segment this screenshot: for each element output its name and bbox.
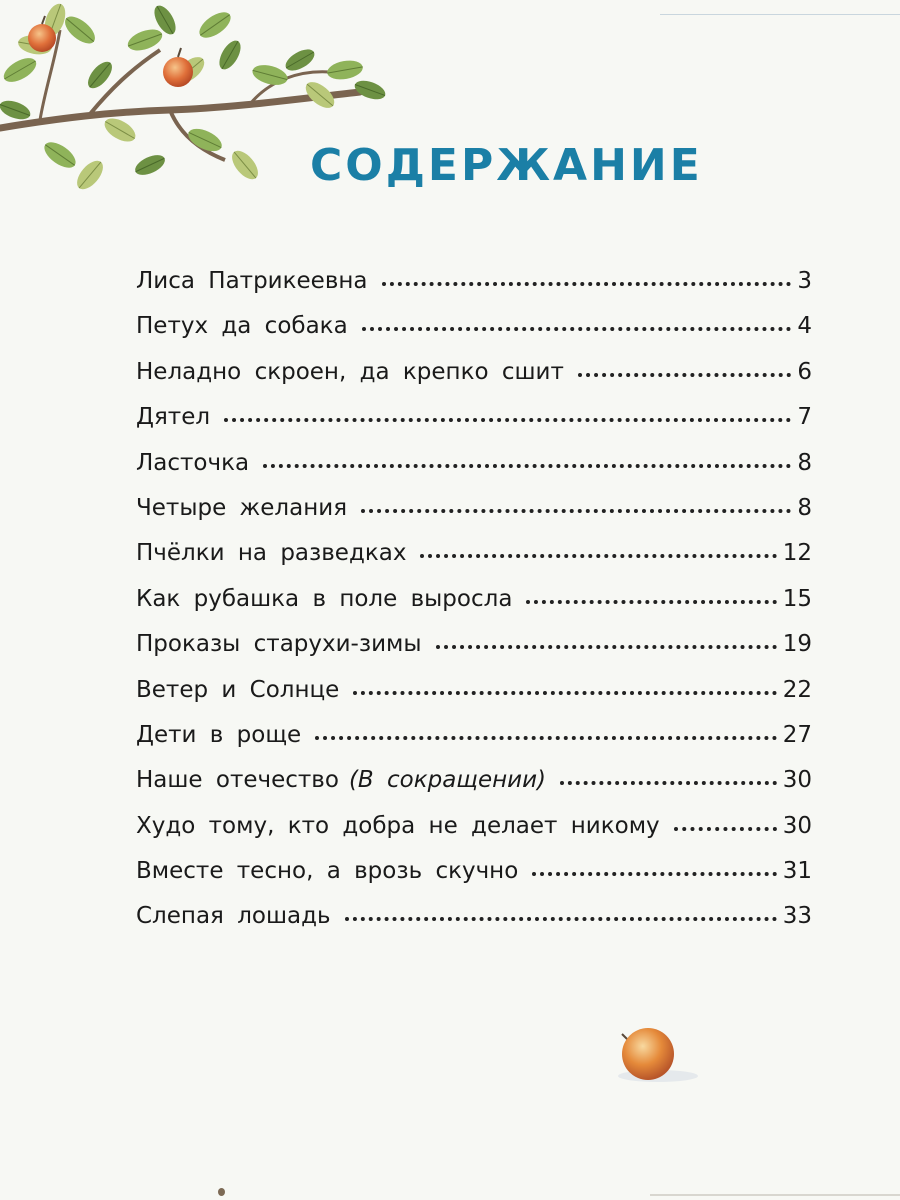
toc-entry-page-number: 4 [797, 313, 812, 340]
apple-illustration [600, 1020, 710, 1100]
toc-entry-title: Наше отечество [136, 767, 339, 794]
toc-entry-title: Дятел [136, 404, 211, 431]
toc-entry-page-number: 8 [797, 449, 812, 476]
toc-entry [136, 495, 812, 540]
toc-entry-title: Пчёлки на разведках [136, 540, 407, 567]
toc-entry-title: Как рубашка в поле выросла [136, 585, 513, 612]
toc-entry-page-number: 30 [782, 767, 812, 794]
toc-entry-title: Четыре желания [136, 494, 348, 521]
toc-entry [136, 677, 812, 722]
toc-entry-title: Вместе тесно, а врозь скучно [136, 858, 519, 885]
dot-leader [224, 418, 791, 422]
toc-entry-page-number: 3 [797, 268, 812, 294]
dot-leader [263, 464, 791, 468]
toc-entry-page-number: 7 [797, 404, 812, 431]
dot-leader [420, 554, 776, 558]
dot-leader [361, 509, 791, 513]
toc-entry-title: Проказы старухи-зимы [136, 631, 422, 658]
toc-entry-page-number: 12 [782, 540, 812, 567]
toc-entry-page-number: 31 [782, 858, 812, 885]
toc-entry-page-number: 8 [797, 494, 812, 521]
toc-entry [136, 858, 812, 903]
top-edge-line [660, 14, 900, 15]
toc-list [136, 268, 812, 949]
dot-leader [382, 282, 792, 286]
toc-entry-title: Ласточка [136, 449, 250, 476]
toc-entry-page-number: 22 [782, 676, 812, 703]
toc-entry [136, 540, 812, 585]
toc-entry [136, 404, 812, 449]
dot-leader [560, 781, 777, 785]
toc-entry-title: Дети в роще [136, 721, 302, 748]
toc-entry-page-number: 30 [782, 812, 812, 839]
dot-leader [526, 600, 776, 604]
toc-entry [136, 268, 812, 313]
toc-entry-title: Худо тому, кто добра не делает никому [136, 812, 660, 839]
toc-entry-title: Лиса Патрикеевна [136, 268, 368, 294]
toc-entry-title: Петух да собака [136, 313, 348, 340]
dot-leader [362, 327, 792, 331]
toc-entry [136, 903, 812, 948]
toc-entry [136, 631, 812, 676]
page-title: СОДЕРЖАНИЕ [310, 140, 703, 191]
toc-entry [136, 722, 812, 767]
bottom-edge-line [650, 1194, 900, 1196]
toc-entry [136, 813, 812, 858]
toc-entry-note: (В сокращении) [348, 767, 547, 794]
toc-entry-page-number: 19 [782, 631, 812, 658]
print-speck [218, 1188, 225, 1196]
toc-entry-page-number: 27 [782, 721, 812, 748]
toc-entry-page-number: 15 [782, 585, 812, 612]
dot-leader [353, 691, 776, 695]
toc-entry [136, 359, 812, 404]
toc-entry [136, 586, 812, 631]
toc-entry [136, 313, 812, 358]
toc-entry-title: Ветер и Солнце [136, 676, 340, 703]
dot-leader [436, 645, 777, 649]
toc-entry-title: Неладно скроен, да крепко сшит [136, 358, 564, 385]
toc-entry [136, 450, 812, 495]
toc-entry-page-number: 33 [782, 903, 812, 930]
toc-entry-page-number: 6 [797, 358, 812, 385]
toc-entry-title: Слепая лошадь [136, 903, 331, 930]
dot-leader [315, 736, 777, 740]
dot-leader [345, 917, 777, 921]
dot-leader [674, 827, 777, 831]
dot-leader [532, 872, 776, 876]
toc-entry [136, 767, 812, 812]
dot-leader [578, 373, 791, 377]
